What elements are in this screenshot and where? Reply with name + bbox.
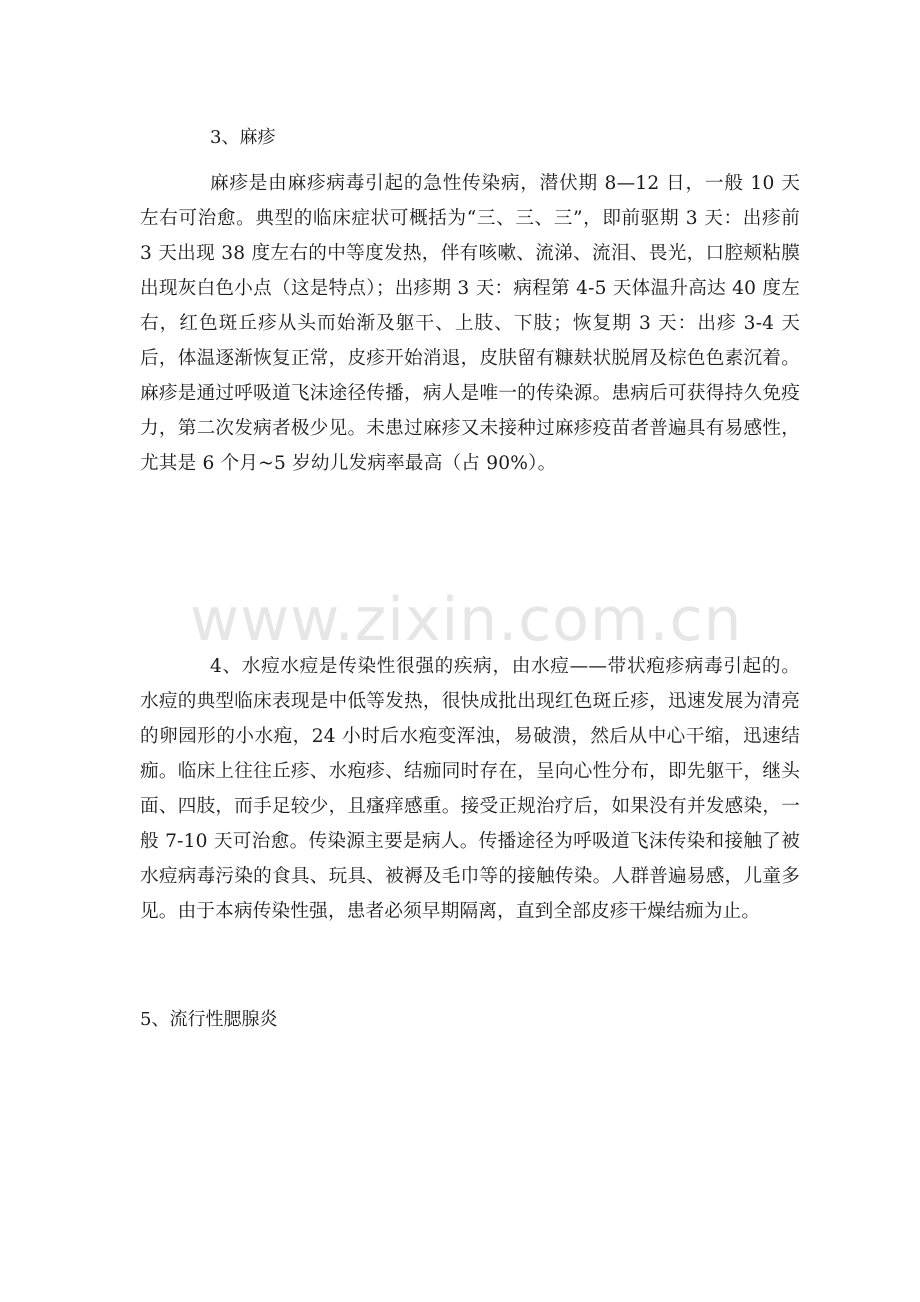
mumps-heading: 5、流行性腮腺炎 [140,1009,278,1030]
chickenpox-paragraph: 4、水痘水痘是传染性很强的疾病，由水痘——带状疱疹病毒引起的。水痘的典型临床表现是中低等发热，很快成批出现红色斑丘疹，迅速发展为清亮的卵园形的小水疱，24 小时后水疱变浑浊，易破溃，然后从中心干缩，迅速结痂。临床上往往丘疹、水疱疹、结痂同时存在，呈向心性分布，即先躯干，继头面、四肢，而手足较少，且瘙痒感重。接受正规治疗后，如果没有并发感染，一般 7-10 天可治愈。传染源主要是病人。传播途径为呼吸道飞沫传染和接触了被水痘病毒污染的食具、玩具、被褥及毛巾等的接触传染。人群普遍易感，儿童多见。由于本病传染性强，患者必须早期隔离，直到全部皮疹干燥结痂为止。 [140,656,800,922]
measles-paragraph: 麻疹是由麻疹病毒引起的急性传染病，潜伏期 8—12 日，一般 10 天左右可治愈。典型的临床症状可概括为“三、三、三”，即前驱期 3 天：出疹前 3 天出现 38 度左右的中等度发热，伴有咳嗽、流涕、流泪、畏光，口腔颊粘膜出现灰白色小点（这是特点）；出疹期 3 天：病程第 4-5 天体温升高达 40 度左右，红色斑丘疹从头而始渐及躯干、上肢、下肢；恢复期 3 天：出疹 3-4 天后，体温逐渐恢复正常，皮疹开始消退，皮肤留有糠麸状脱屑及棕色色素沉着。麻疹是通过呼吸道飞沫途径传播，病人是唯一的传染源。患病后可获得持久免疫力，第二次发病者极少见。未患过麻疹又未接种过麻疹疫苗者普遍具有易感性，尤其是 6 个月~5 岁幼儿发病率最高（占 90%）。 [140,173,800,474]
watermark-text: www.zixin.com.cn [190,585,743,655]
measles-heading: 3、麻疹 [210,127,276,148]
